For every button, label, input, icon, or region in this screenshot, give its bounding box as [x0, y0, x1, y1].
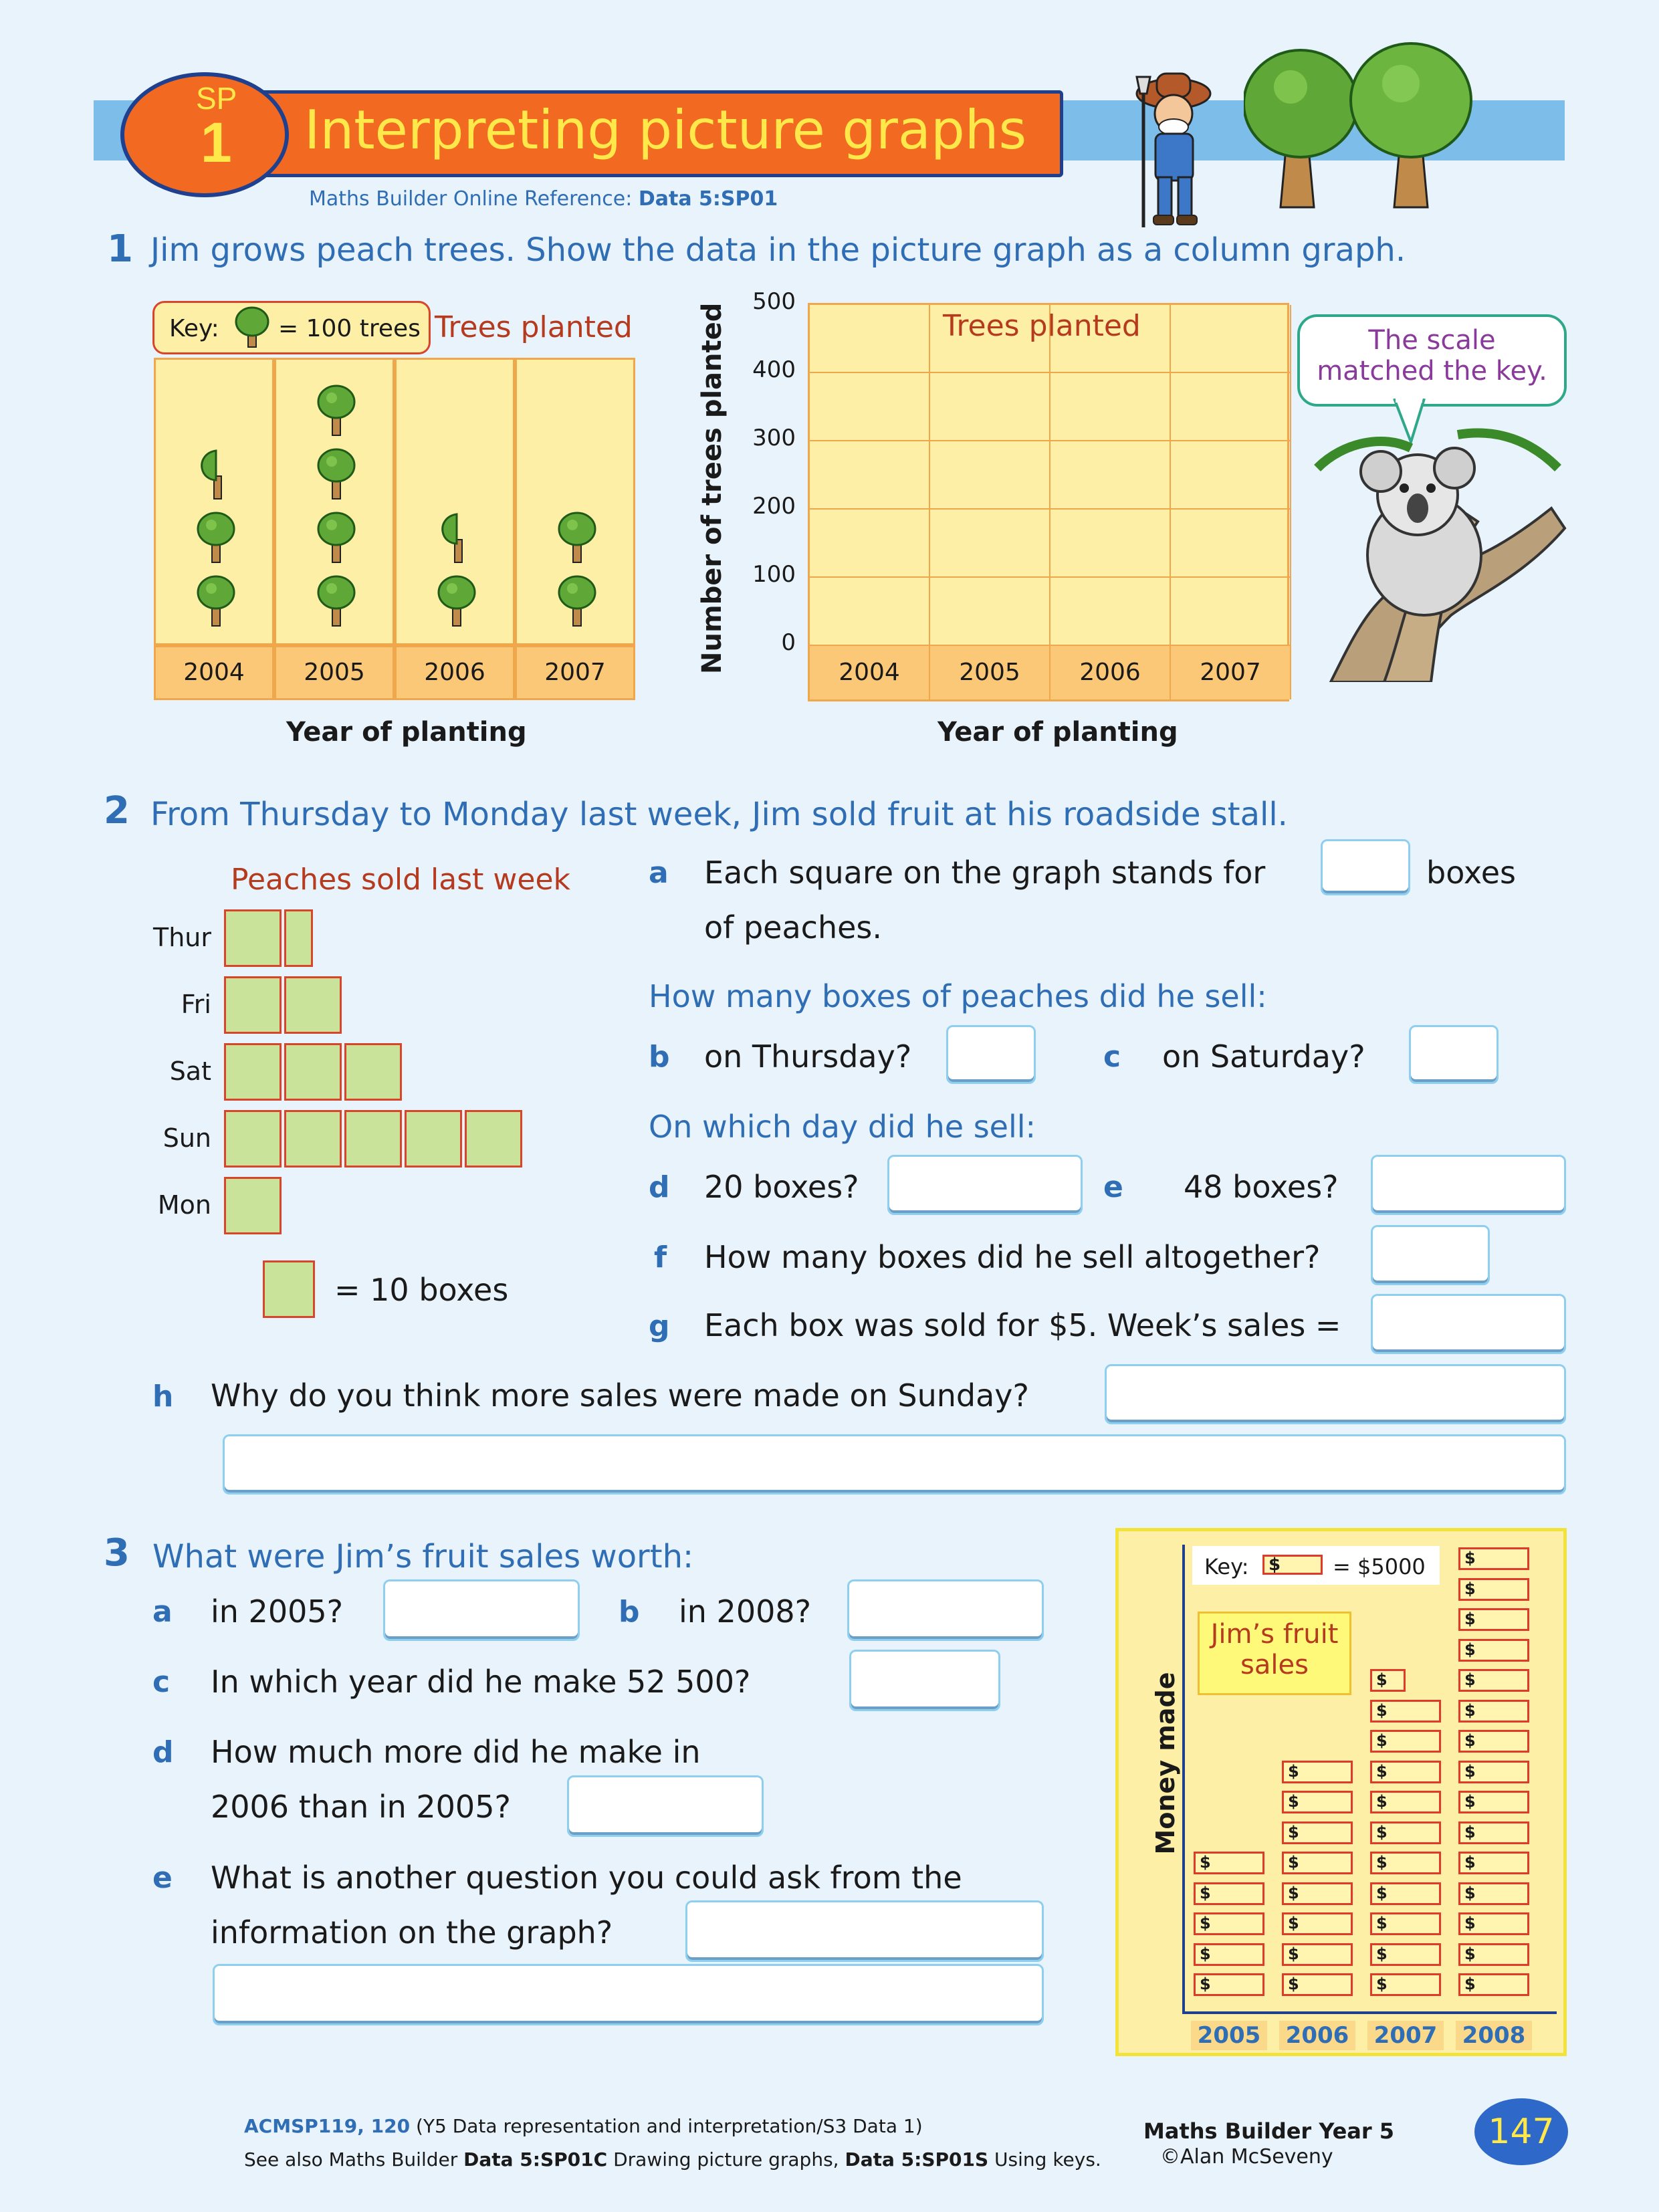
online-reference: [309, 187, 778, 211]
box-square: [344, 1043, 402, 1101]
column-graph-title: Trees planted: [943, 309, 1141, 343]
see-also-3: Using keys.: [988, 2148, 1101, 2171]
fruit-key-note: [1262, 1555, 1323, 1575]
fruit-key-box: [1192, 1546, 1440, 1585]
money-note: $: [1458, 1730, 1529, 1753]
column-graph-grid: [808, 303, 1289, 701]
fruit-sales-chart: [1115, 1528, 1567, 2056]
q2a-answer-box[interactable]: [1321, 839, 1410, 895]
box-square: [224, 1043, 282, 1101]
tree-icon: [316, 383, 357, 438]
see-also-ref-2: Data 5:SP01S: [845, 2148, 989, 2171]
y-tick-label: 200: [752, 493, 796, 520]
q2h-answer-box-1[interactable]: [1105, 1364, 1566, 1424]
q3a-label: a: [152, 1595, 173, 1629]
y-axis-label: Number of trees planted: [697, 302, 728, 674]
money-note: $: [1282, 1912, 1353, 1935]
q2-number: 2: [104, 789, 130, 833]
column-graph-cell[interactable]: [930, 510, 1050, 578]
money-note: $: [1194, 1943, 1264, 1966]
picture-graph-column: [395, 358, 515, 645]
money-note: $: [1194, 1882, 1264, 1905]
box-square: [284, 976, 342, 1034]
see-also-1: See also Maths Builder: [244, 2148, 464, 2171]
fruit-sales-x-axis: [1182, 2011, 1557, 2014]
q2b-text: on Thursday?: [704, 1038, 912, 1075]
peach-trees-illustration: [1244, 33, 1498, 214]
q2f-label: f: [654, 1240, 667, 1275]
q2-how-many: How many boxes of peaches did he sell:: [649, 978, 1267, 1014]
q3e-text-1: What is another question you could ask from the: [211, 1860, 962, 1896]
q2g-label: g: [649, 1309, 670, 1343]
sp-tag: SP: [196, 81, 237, 116]
column-graph-cell[interactable]: [1050, 441, 1171, 510]
q2c-answer-box[interactable]: [1409, 1025, 1499, 1084]
q2g-text: Each box was sold for $5. Week’s sales =: [704, 1307, 1341, 1343]
q2c-label: c: [1103, 1040, 1121, 1074]
column-graph-cell[interactable]: [1171, 441, 1291, 510]
picture-graph-year-label: 2007: [515, 645, 635, 700]
q2a-suffix: boxes: [1426, 855, 1517, 891]
speech-line-1: The scale: [1368, 325, 1496, 356]
q3c-text: In which year did he make 52 500?: [211, 1664, 751, 1700]
column-graph-year-label: 2004: [810, 646, 930, 699]
fruit-key-value: = $5000: [1333, 1554, 1426, 1579]
column-graph-cell[interactable]: [1171, 373, 1291, 441]
column-graph-cell[interactable]: [1171, 578, 1291, 646]
tree-icon: [316, 574, 357, 629]
q2h-label: h: [152, 1379, 174, 1414]
q2b-label: b: [649, 1040, 670, 1074]
money-note: $: [1282, 1821, 1353, 1844]
day-label: Thur: [152, 923, 211, 952]
curriculum-text: (Y5 Data representation and interpretation/S3 Data 1): [410, 2115, 923, 2137]
q2f-answer-box[interactable]: [1371, 1225, 1490, 1285]
fruit-key-symbol: $: [1268, 1555, 1281, 1575]
page-number: 147: [1488, 2112, 1555, 2152]
q2d-answer-box[interactable]: [887, 1155, 1083, 1215]
x-axis-label-column: Year of planting: [937, 717, 1178, 748]
q3b-label: b: [619, 1595, 640, 1629]
tree-icon: [195, 574, 237, 629]
page-title: Interpreting picture graphs: [304, 99, 1027, 161]
box-square: [344, 1110, 402, 1168]
q3b-answer-box[interactable]: [847, 1579, 1044, 1641]
x-axis-label-picture: Year of planting: [286, 717, 527, 748]
box-square: [284, 1110, 342, 1168]
column-graph-cell[interactable]: [810, 373, 930, 441]
q3d-text-2: 2006 than in 2005?: [211, 1789, 511, 1825]
q2a-text: Each square on the graph stands for: [704, 855, 1266, 891]
key-value: = 100 trees: [278, 315, 421, 342]
picture-graph-year-label: 2005: [274, 645, 395, 700]
q2b-answer-box[interactable]: [946, 1025, 1036, 1084]
koala-illustration: [1304, 428, 1571, 682]
q2c-text: on Saturday?: [1162, 1038, 1365, 1075]
picture-graph-year-label: 2006: [395, 645, 515, 700]
money-note: $: [1458, 1608, 1529, 1631]
column-graph-year-label: 2007: [1171, 646, 1291, 699]
tree-icon: [556, 510, 598, 565]
half-box-square: [284, 909, 313, 967]
tree-key-icon: [233, 306, 271, 350]
q1-text: Jim grows peach trees. Show the data in the picture graph as a column graph.: [150, 231, 1406, 269]
key-label: Key:: [169, 315, 219, 342]
money-note: $: [1370, 1912, 1441, 1935]
box-square: [465, 1110, 522, 1168]
curriculum-code: ACMSP119, 120: [244, 2115, 411, 2137]
money-note: $: [1370, 1821, 1441, 1844]
column-graph-cell[interactable]: [810, 510, 930, 578]
box-square: [405, 1110, 462, 1168]
money-note: $: [1194, 1973, 1264, 1996]
picture-graph: [154, 358, 635, 700]
tree-icon: [556, 574, 598, 629]
column-graph-cell[interactable]: [1050, 373, 1171, 441]
money-note: $: [1458, 1639, 1529, 1662]
q2-text: From Thursday to Monday last week, Jim sold fruit at his roadside stall.: [150, 796, 1288, 833]
q1-number: 1: [107, 227, 133, 271]
half-tree-icon: [436, 510, 477, 565]
q3a-text: in 2005?: [211, 1593, 344, 1630]
column-graph-cell[interactable]: [810, 441, 930, 510]
fruit-year-label: 2006: [1279, 2021, 1355, 2050]
q3c-answer-box[interactable]: [849, 1650, 1000, 1711]
money-note: $: [1282, 1791, 1353, 1813]
see-also-2: Drawing picture graphs,: [607, 2148, 845, 2171]
tree-icon: [316, 447, 357, 502]
tree-icon: [436, 574, 477, 629]
picture-graph-year-label: 2004: [154, 645, 274, 700]
q3b-text: in 2008?: [679, 1593, 812, 1630]
q3d-answer-box[interactable]: [567, 1775, 764, 1837]
money-note: $: [1282, 1973, 1353, 1996]
money-note: $: [1458, 1791, 1529, 1813]
money-note: $: [1458, 1973, 1529, 1996]
farmer-illustration: [1123, 60, 1230, 234]
column-graph-cell[interactable]: [930, 373, 1050, 441]
q3c-label: c: [152, 1665, 171, 1699]
money-note: $: [1282, 1943, 1353, 1966]
fruit-sales-y-axis: [1182, 1545, 1185, 2013]
fruit-chart-title: [1198, 1612, 1351, 1695]
box-square: [284, 1043, 342, 1101]
q3e-answer-box-2[interactable]: [213, 1964, 1044, 2025]
footer-curriculum: [244, 2115, 923, 2137]
fruit-title-line-1: Jim’s fruit: [1210, 1619, 1339, 1650]
q3e-label: e: [152, 1861, 173, 1895]
reference-code: Data 5:SP01: [638, 187, 778, 211]
box-square: [224, 1177, 282, 1234]
day-label: Sat: [169, 1057, 211, 1086]
money-note: $: [1458, 1852, 1529, 1874]
q3a-answer-box[interactable]: [383, 1579, 580, 1641]
y-tick-label: 100: [752, 561, 796, 588]
speech-bubble: [1297, 314, 1567, 407]
q3-text: What were Jim’s fruit sales worth:: [152, 1538, 694, 1575]
tree-icon: [316, 510, 357, 565]
fruit-year-label: 2008: [1456, 2021, 1532, 2050]
y-tick-label: 400: [752, 356, 796, 383]
q3e-text-2: information on the graph?: [211, 1914, 613, 1951]
box-square: [224, 976, 282, 1034]
footer-see-also: [244, 2148, 1101, 2171]
picture-graph-column: [154, 358, 274, 645]
y-tick-label: 0: [781, 629, 796, 656]
peach-key-text: = 10 boxes: [334, 1272, 509, 1308]
q2a-line2: of peaches.: [704, 909, 882, 946]
column-graph-cell[interactable]: [810, 578, 930, 646]
footer-author: ©Alan McSeveny: [1160, 2145, 1333, 2169]
box-square: [224, 1110, 282, 1168]
speech-line-2: matched the key.: [1317, 356, 1547, 386]
box-square: [224, 909, 282, 967]
reference-prefix: Maths Builder Online Reference:: [309, 187, 639, 211]
fruit-sales-y-label: Money made: [1151, 1672, 1180, 1855]
money-note: $: [1282, 1852, 1353, 1874]
q2g-answer-box[interactable]: [1371, 1294, 1566, 1354]
picture-graph-column: [274, 358, 395, 645]
fruit-title-line-2: sales: [1240, 1650, 1309, 1680]
picture-graph-title: Trees planted: [435, 310, 633, 344]
money-note: $: [1458, 1882, 1529, 1905]
footer-book: Maths Builder Year 5: [1143, 2118, 1395, 2144]
peach-key-square: [263, 1260, 315, 1318]
q2h-answer-box-2[interactable]: [223, 1434, 1566, 1495]
money-note: $: [1458, 1912, 1529, 1935]
q3-number: 3: [104, 1531, 130, 1575]
fruit-year-label: 2005: [1191, 2021, 1267, 2050]
column-graph-cell[interactable]: [1171, 510, 1291, 578]
q2e-label: e: [1103, 1170, 1123, 1204]
column-graph-cell[interactable]: [930, 441, 1050, 510]
fruit-year-label: 2007: [1367, 2021, 1444, 2050]
money-note: $: [1370, 1852, 1441, 1874]
money-note: $: [1194, 1852, 1264, 1874]
money-note: $: [1458, 1700, 1529, 1723]
column-graph-cell[interactable]: [1050, 578, 1171, 646]
day-label: Sun: [162, 1123, 211, 1153]
half-money-note: $: [1370, 1669, 1406, 1692]
money-note: $: [1370, 1882, 1441, 1905]
fruit-key-label: Key:: [1204, 1554, 1249, 1579]
picture-graph-column: [515, 358, 635, 645]
q2d-text: 20 boxes?: [704, 1169, 859, 1205]
money-note: $: [1370, 1761, 1441, 1783]
y-tick-label: 500: [752, 288, 796, 315]
money-note: $: [1282, 1761, 1353, 1783]
picture-graph-key: [152, 301, 431, 354]
column-graph-year-label: 2005: [930, 646, 1050, 699]
half-tree-icon: [195, 447, 237, 502]
tree-icon: [195, 510, 237, 565]
money-note: $: [1194, 1912, 1264, 1935]
money-note: $: [1282, 1882, 1353, 1905]
money-note: $: [1370, 1973, 1441, 1996]
q2e-answer-box[interactable]: [1371, 1155, 1566, 1215]
q3d-label: d: [152, 1735, 174, 1769]
money-note: $: [1370, 1700, 1441, 1723]
q2-which-day: On which day did he sell:: [649, 1109, 1036, 1145]
column-graph-cell[interactable]: [810, 305, 930, 373]
column-graph-cell[interactable]: [1050, 510, 1171, 578]
column-graph-cell[interactable]: [930, 578, 1050, 646]
peaches-graph-title: Peaches sold last week: [231, 863, 570, 897]
see-also-ref-1: Data 5:SP01C: [463, 2148, 608, 2171]
y-tick-label: 300: [752, 425, 796, 451]
q2e-text: 48 boxes?: [1184, 1169, 1339, 1205]
money-note: $: [1458, 1547, 1529, 1570]
q3d-text-1: How much more did he make in: [211, 1734, 701, 1770]
money-note: $: [1458, 1943, 1529, 1966]
money-note: $: [1370, 1730, 1441, 1753]
q2d-label: d: [649, 1170, 670, 1204]
money-note: $: [1458, 1669, 1529, 1692]
q2h-text: Why do you think more sales were made on Sunday?: [211, 1377, 1029, 1414]
q3e-answer-box-1[interactable]: [685, 1900, 1044, 1962]
column-graph-cell[interactable]: [1171, 305, 1291, 373]
money-note: $: [1458, 1821, 1529, 1844]
day-label: Fri: [181, 990, 211, 1019]
money-note: $: [1458, 1761, 1529, 1783]
money-note: $: [1370, 1791, 1441, 1813]
q2f-text: How many boxes did he sell altogether?: [704, 1239, 1321, 1275]
money-note: $: [1458, 1578, 1529, 1601]
sp-number: 1: [201, 111, 232, 174]
money-note: $: [1370, 1943, 1441, 1966]
q2a-label: a: [649, 856, 669, 890]
day-label: Mon: [157, 1190, 211, 1220]
column-graph-year-label: 2006: [1050, 646, 1171, 699]
